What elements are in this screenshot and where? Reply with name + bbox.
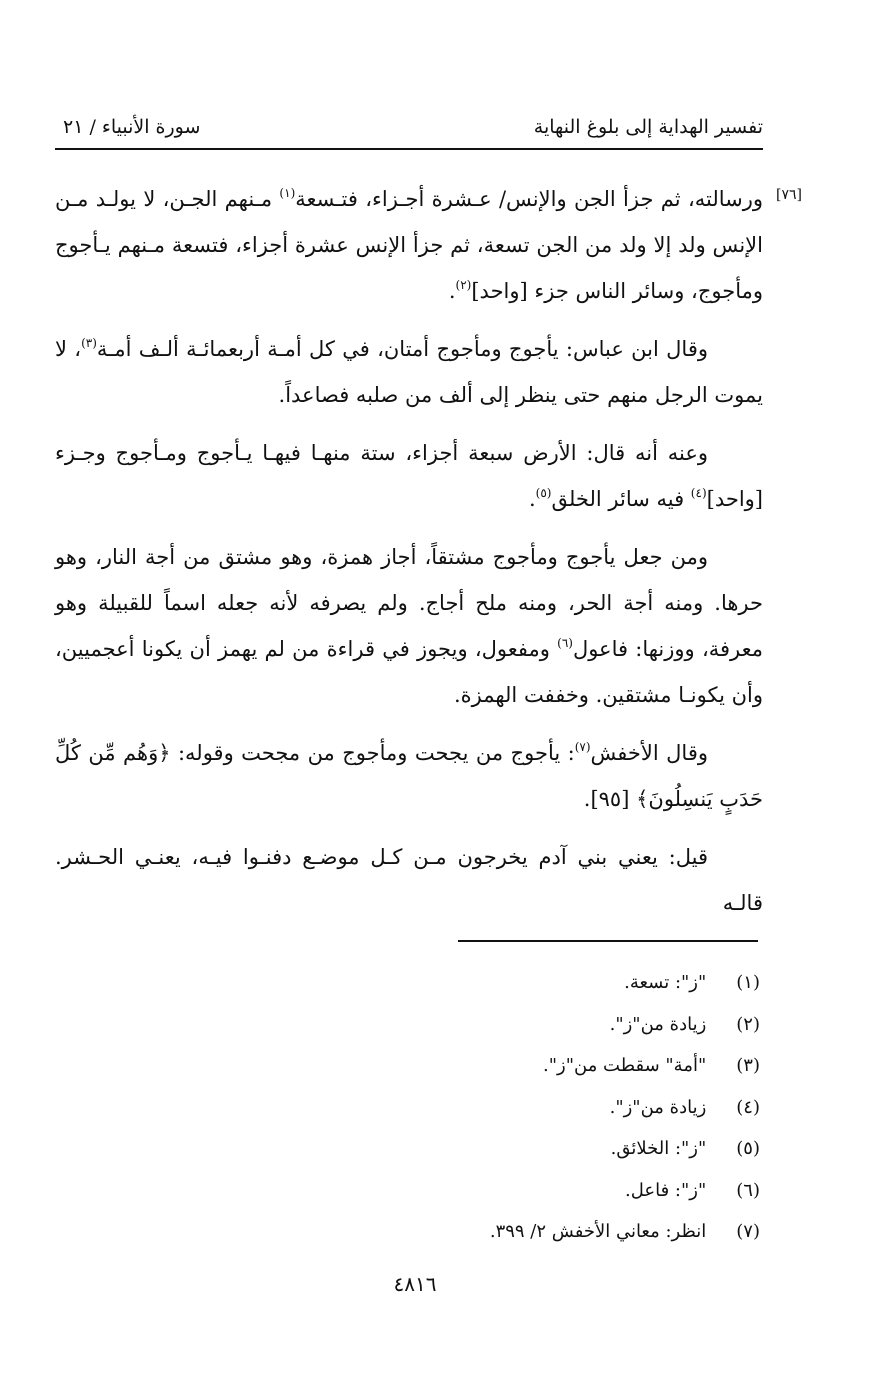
footnote-number: (٣) (736, 1055, 760, 1076)
footnote-text: زيادة من"ز". (609, 1013, 707, 1035)
footnote (300, 1211, 760, 1253)
footnote (300, 962, 760, 1004)
footnote-marker: (٥) (535, 486, 552, 500)
paragraph (55, 430, 763, 522)
margin-folio-reference: [٧٦] (776, 187, 802, 203)
paragraph-text: وقال ابن عباس: يأجوج ومأجوج أمتان، في كل أمـة أربعمائـة ألـف أمـة (96, 337, 708, 361)
running-header (55, 112, 763, 150)
footnote (300, 1128, 760, 1170)
paragraph-text: ورسالته، ثم جزأ الجن والإنس/ عـشرة أجـزاء، فتـسعة (295, 187, 763, 211)
footnote-divider (458, 940, 758, 942)
footnote-text: زيادة من"ز". (609, 1096, 707, 1118)
paragraph-text: ومن جعل يأجوج ومأجوج مشتقاً، أجاز همزة، وهو مشتق من أجة النار، وهو حرها. ومنه أجة الحر، ومنه ملح أجاج. ولم يصرفه لأنه جعله اسماً للقبيلة وهو معرفة، ووزنها: فاعول (55, 545, 763, 661)
footnotes (300, 962, 760, 1253)
footnote-text: انظر: معاني الأخفش ٢/ ٣٩٩. (489, 1221, 707, 1242)
footnote-marker: (٤) (690, 486, 707, 500)
paragraph-text: ومفعول، ويجوز في قراءة من لم يهمز أن يكونا أعجميين، وأن يكونـا مشتقين. وخففت الهمزة. (55, 637, 763, 707)
footnote (300, 1045, 760, 1087)
paragraph-text: ، لا يموت الرجل منهم حتى ينظر إلى ألف من صلبه فصاعداً. (55, 337, 763, 407)
paragraph-text: قيل: يعني بني آدم يخرجون مـن كـل موضـع دفنـوا فيـه، يعنـي الحـشر. قالـه (55, 845, 763, 915)
paragraph-text: . (528, 487, 536, 511)
footnote-marker: (٢) (455, 278, 472, 292)
main-text (55, 176, 763, 938)
paragraph (55, 834, 763, 926)
footnote (300, 1087, 760, 1129)
paragraph-text: [٩٥]. (583, 787, 637, 811)
page-number: ٤٨١٦ (393, 1272, 437, 1296)
footnote-text: "ز": الخلائق. (610, 1138, 707, 1159)
paragraph (55, 326, 763, 418)
footnote-number: (٥) (736, 1138, 760, 1159)
footnote-marker: (٣) (81, 336, 97, 350)
footnote-number: (١) (736, 972, 760, 993)
footnote-marker: (١) (279, 186, 296, 200)
paragraph-text: وعنه أنه قال: الأرض سبعة أجزاء، ستة منهـا فيهـا يـأجوج ومـأجوج وجـزء [واحد] (55, 441, 763, 511)
quran-verse: ﴿وَهُم مِّن كُلِّ حَدَبٍ يَنسِلُونَ﴾ (55, 741, 763, 811)
paragraph (55, 176, 763, 314)
footnote-number: (٤) (736, 1096, 760, 1118)
paragraph (55, 730, 763, 822)
paragraph-text: مـنهم الجـن، لا يولـد مـن الإنس ولد إلا ولد من الجن تسعة، ثم جزأ الإنس عشرة أجزاء، فتسعة مـنهم يـأجوج ومأجوج، وسائر الناس جزء [واحد] (55, 187, 763, 303)
book-title: تفسير الهداية إلى بلوغ النهاية (533, 116, 763, 138)
footnote-marker: (٦) (557, 636, 573, 650)
footnote-text: "أمة" سقطت من"ز". (543, 1055, 707, 1076)
paragraph-text: : يأجوج من يجحت ومأجوج من مجحت وقوله: (170, 741, 575, 765)
footnote-number: (٦) (736, 1179, 760, 1201)
paragraph-text: وقال الأخفش (590, 741, 708, 765)
footnote (300, 1004, 760, 1046)
footnote-text: "ز": فاعل. (625, 1179, 707, 1201)
paragraph (55, 534, 763, 718)
paragraph-text: . (448, 279, 456, 303)
footnote (300, 1170, 760, 1212)
surah-reference: سورة الأنبياء / ٢١ (63, 116, 201, 138)
footnote-number: (٧) (736, 1221, 760, 1242)
footnote-text: "ز": تسعة. (624, 972, 707, 993)
footnote-marker: (٧) (574, 740, 591, 754)
footnote-number: (٢) (736, 1013, 760, 1035)
paragraph-text: فيه سائر الخلق (551, 487, 691, 511)
